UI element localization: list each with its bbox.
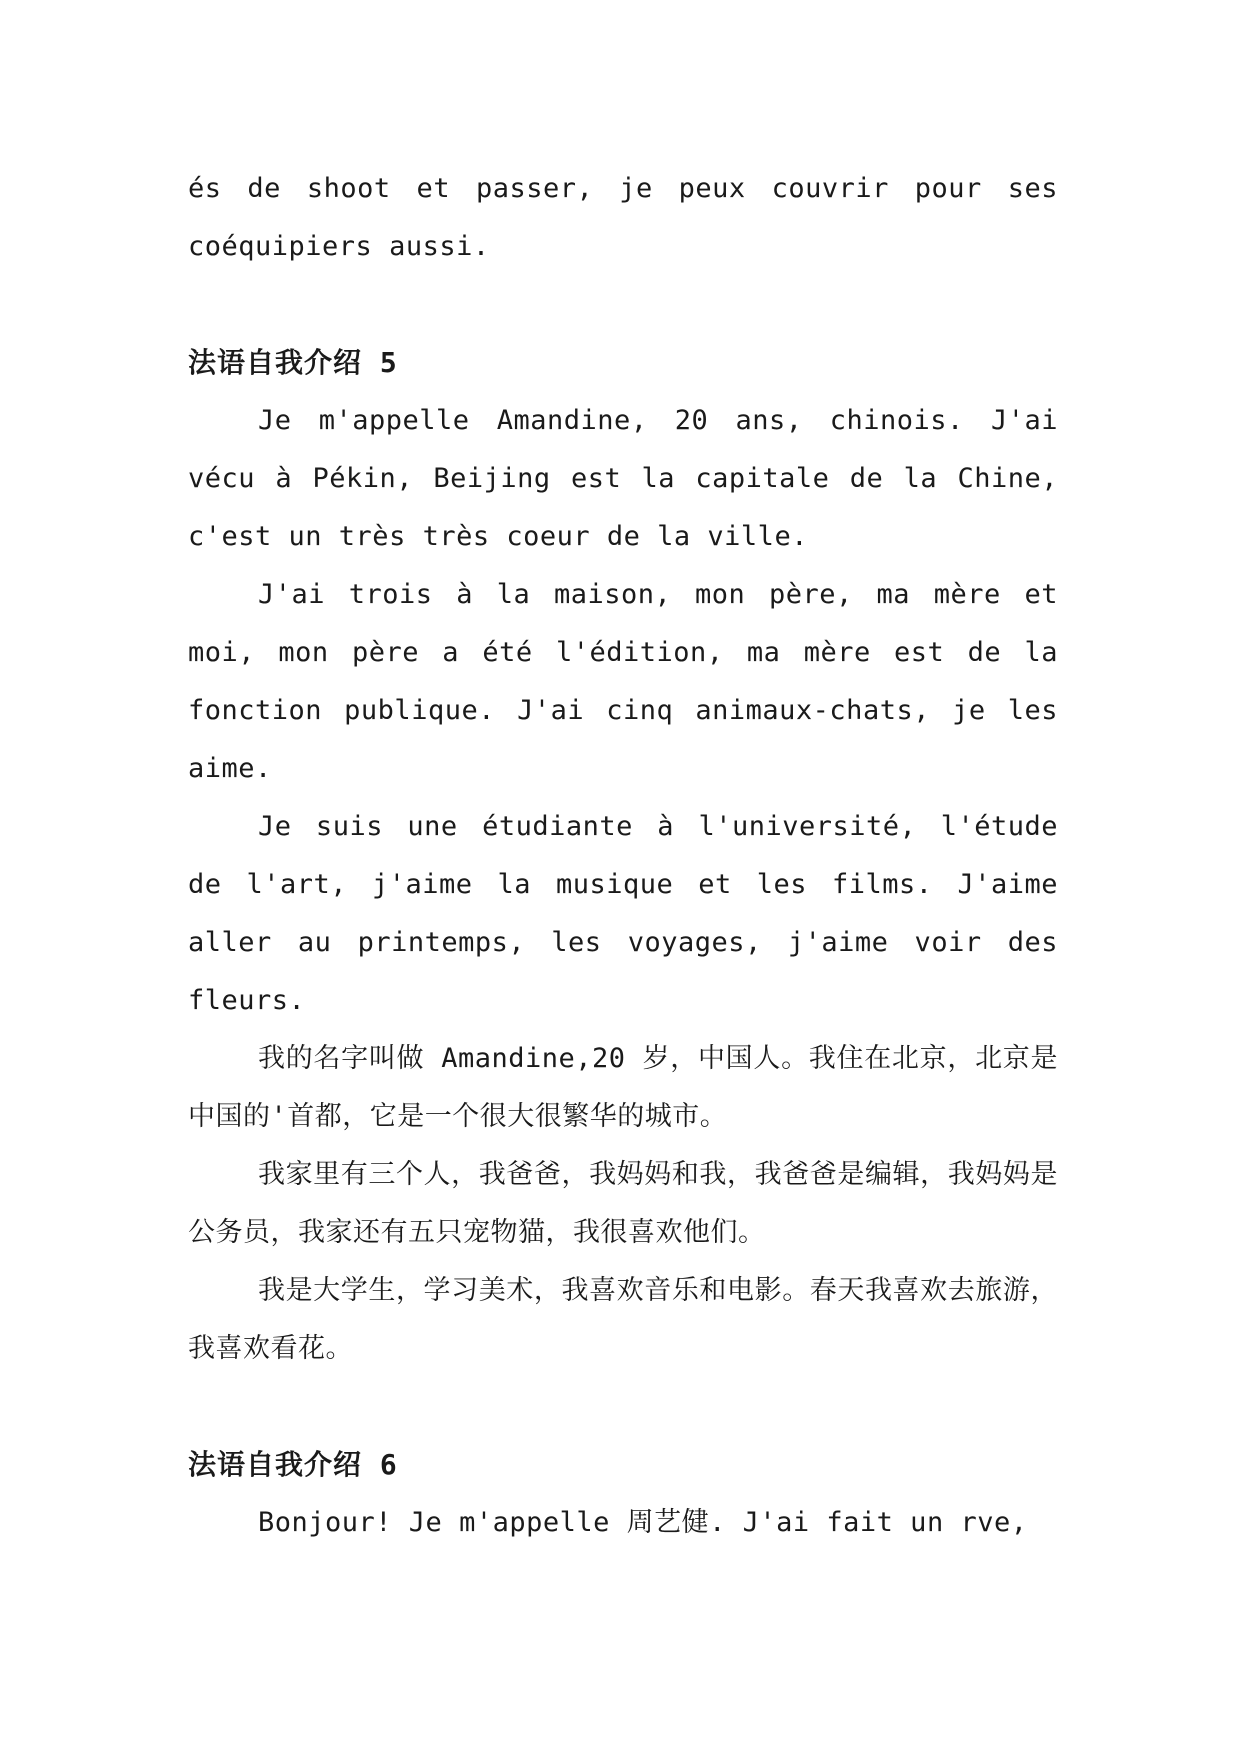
- section-5-paragraph-5: 我家里有三个人，我爸爸，我妈妈和我，我爸爸是编辑，我妈妈是公务员，我家还有五只宠物猫，我很喜欢他们。: [188, 1159, 1058, 1248]
- section-5-paragraph-1: Je m'appelle Amandine, 20 ans, chinois. J'ai vécu à Pékin, Beijing est la capitale de la Chine, c'est un très très coeur de la ville.: [188, 405, 1075, 552]
- section-5-title: 法语自我介绍 5: [188, 346, 398, 379]
- section-5-paragraph-2: J'ai trois à la maison, mon père, ma mère et moi, mon père a été l'édition, ma mère est de la fonction publique. J'ai cinq animaux-chats, je les aime.: [188, 579, 1075, 784]
- section-spacer: [188, 276, 1058, 334]
- section-5-paragraph-4: 我的名字叫做 Amandine,20 岁，中国人。我住在北京，北京是中国的'首都，它是一个很大很繁华的城市。: [188, 1043, 1058, 1132]
- section-5-paragraph-6: 我是大学生，学习美术，我喜欢音乐和电影。春天我喜欢去旅游，我喜欢看花。: [188, 1275, 1058, 1364]
- continuation-paragraph: és de shoot et passer, je peux couvrir pour ses coéquipiers aussi.: [188, 173, 1075, 262]
- document-page: [188, 160, 1075, 1552]
- section-6-paragraph-1: Bonjour! Je m'appelle 周艺健. J'ai fait un rve,: [258, 1507, 1028, 1538]
- section-6-title: 法语自我介绍 6: [188, 1448, 398, 1481]
- section-5-paragraph-3: Je suis une étudiante à l'université, l'étude de l'art, j'aime la musique et les films. J'aime aller au printemps, les voyages, j'aime voir des fleurs.: [188, 811, 1075, 1016]
- section-spacer: [188, 1378, 1058, 1436]
